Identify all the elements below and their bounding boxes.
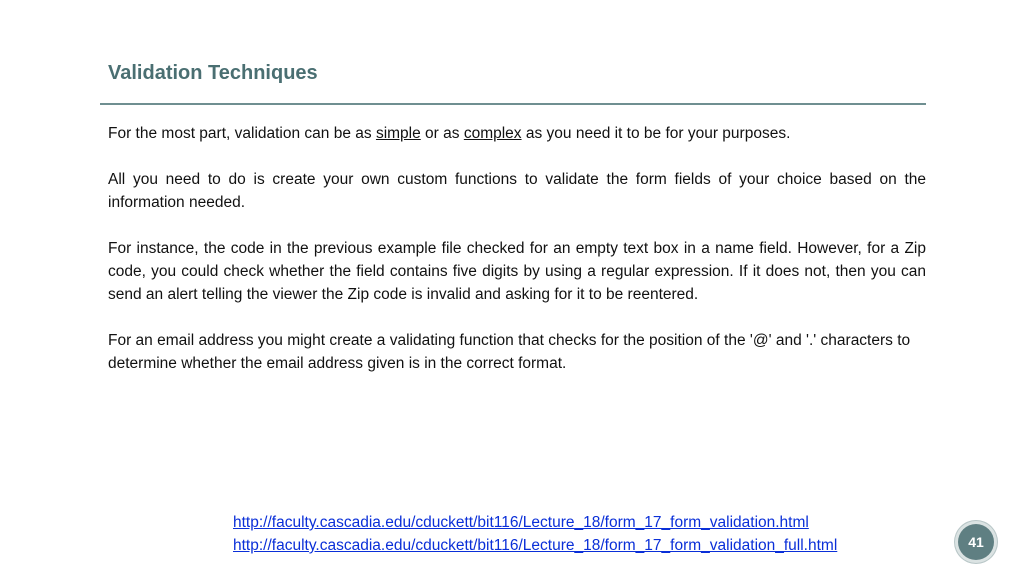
page-number-badge xyxy=(958,524,994,560)
complex-link[interactable]: complex xyxy=(463,125,522,142)
paragraph-zip-example: For instance, the code in the previous example file checked for an empty text box in a name field. However, for a Zip code, you could check whether the field contains five digits by using a regular expression. If it does not, then you can send an alert telling the viewer the Zip code is invalid and asking for it to be reentered. xyxy=(108,240,926,303)
paragraph-custom-functions: All you need to do is create your own custom functions to validate the form fields of your choice based on the information needed. xyxy=(108,171,926,211)
validation-example-link[interactable]: http://faculty.cascadia.edu/cduckett/bit116/Lecture_18/form_17_form_validation.html xyxy=(233,514,809,531)
paragraph-email-example: For an email address you might create a validating function that checks for the position of the '@' and '.' characters to determine whether the email address given is in the correct format. xyxy=(108,332,911,372)
slide-body xyxy=(108,122,926,398)
slide-title: Validation Techniques xyxy=(108,62,318,84)
paragraph-intro xyxy=(108,122,926,145)
intro-text-after: as you need it to be for your purposes. xyxy=(521,125,791,142)
page-number: 41 xyxy=(968,534,984,550)
intro-text-middle: or as xyxy=(420,125,464,142)
title-divider xyxy=(100,103,926,105)
intro-text-before: For the most part, validation can be as xyxy=(108,125,376,142)
reference-links xyxy=(233,511,837,557)
simple-link[interactable]: simple xyxy=(375,125,421,142)
validation-full-example-link[interactable]: http://faculty.cascadia.edu/cduckett/bit116/Lecture_18/form_17_form_validation_full.html xyxy=(233,537,838,554)
